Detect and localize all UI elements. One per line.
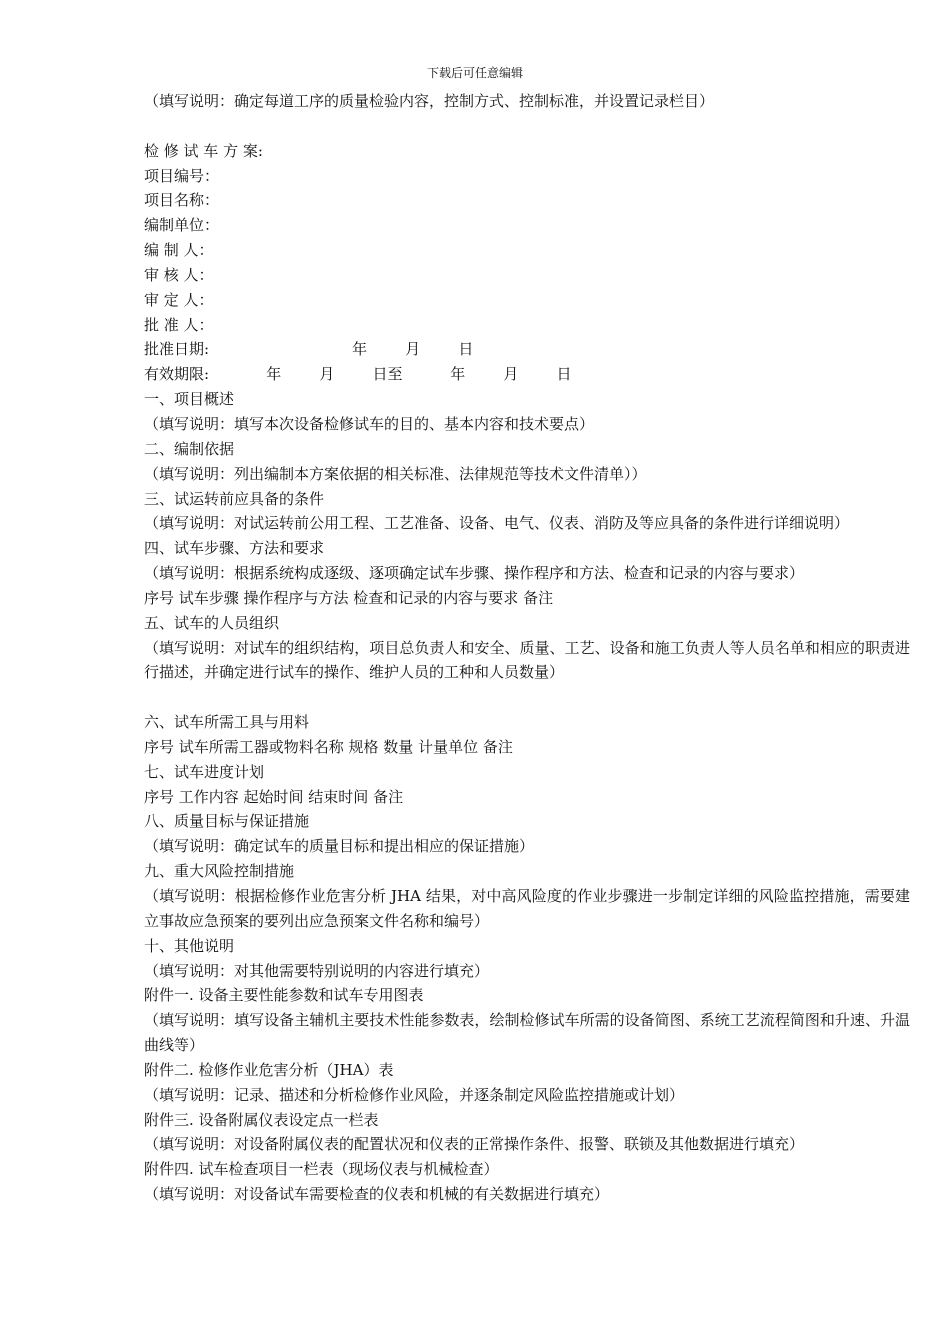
appendix-3-note: （填写说明：对设备附属仪表的配置状况和仪表的正常操作条件、报警、联锁及其他数据进行填充） <box>144 1135 805 1154</box>
field-reviewer: 审 核 人： <box>144 265 214 284</box>
field-approval-date: 批准日期: 年 月 日 <box>144 340 474 359</box>
appendix-2-note: （填写说明：记录、描述和分析检修作业风险，并逐条制定风险监控措施或计划） <box>144 1085 685 1104</box>
blank-line <box>144 685 910 710</box>
section-2-note: （填写说明：列出编制本方案依据的相关标准、法律规范等技术文件清单）） <box>144 464 647 483</box>
field-approver: 批 准 人： <box>144 315 214 334</box>
appendix-1-note: （填写说明：填写设备主辅机主要技术性能参数表，绘制检修试车所需的设备简图、系统工艺流程简图和升速、升温曲线等） <box>144 1011 910 1055</box>
appendix-2-heading: 附件二. 检修作业危害分析（JHA）表 <box>144 1060 394 1079</box>
appendix-1-heading: 附件一. 设备主要性能参数和试车专用图表 <box>144 986 424 1005</box>
section-3-note: （填写说明：对试运转前公用工程、工艺准备、设备、电气、仪表、消防及等应具备的条件进行详细说明） <box>144 514 850 533</box>
appendix-4-note: （填写说明：对设备试车需要检查的仪表和机械的有关数据进行填充） <box>144 1185 610 1204</box>
section-9-heading: 九、重大风险控制措施 <box>144 862 295 881</box>
section-2-heading: 二、编制依据 <box>144 439 235 458</box>
section-6-table-header: 序号 试车所需工器或物料名称 规格 数量 计量单位 备注 <box>144 737 513 756</box>
intro-note: （填写说明：确定每道工序的质量检验内容，控制方式、控制标准，并设置记录栏目） <box>144 92 715 110</box>
section-10-note: （填写说明：对其他需要特别说明的内容进行填充） <box>144 961 490 980</box>
appendix-3-heading: 附件三. 设备附属仪表设定点一栏表 <box>144 1110 379 1129</box>
section-4-note: （填写说明：根据系统构成逐级、逐项确定试车步骤、操作程序和方法、检查和记录的内容与要求） <box>144 564 805 583</box>
field-validity-period: 有效期限: 年 月 日至 年 月 日 <box>144 365 572 384</box>
section-7-heading: 七、试车进度计划 <box>144 762 265 781</box>
section-4-heading: 四、试车步骤、方法和要求 <box>144 539 325 558</box>
section-7-table-header: 序号 工作内容 起始时间 结束时间 备注 <box>144 787 404 806</box>
section-5-note: （填写说明：对试车的组织结构，项目总负责人和安全、质量、工艺、设备和施工负责人等人员名单和相应的职责进行描述，并确定进行试车的操作、维护人员的工种和人员数量） <box>144 638 910 682</box>
blank-line <box>144 114 910 139</box>
section-8-note: （填写说明：确定试车的质量目标和提出相应的保证措施） <box>144 837 535 856</box>
document-body <box>144 89 910 1207</box>
appendix-4-heading: 附件四. 试车检查项目一栏表（现场仪表与机械检查） <box>144 1160 499 1179</box>
section-1-heading: 一、项目概述 <box>144 390 235 409</box>
section-1-note: （填写说明：填写本次设备检修试车的目的、基本内容和技术要点） <box>144 414 595 433</box>
field-project-number: 项目编号： <box>144 166 220 185</box>
field-compiling-unit: 编制单位： <box>144 216 220 235</box>
page-header: 下载后可任意编辑 <box>426 66 523 80</box>
field-verifier: 审 定 人： <box>144 290 214 309</box>
section-10-heading: 十、其他说明 <box>144 936 235 955</box>
section-6-heading: 六、试车所需工具与用料 <box>144 713 310 732</box>
field-project-name: 项目名称： <box>144 191 220 210</box>
section-3-heading: 三、试运转前应具备的条件 <box>144 489 325 508</box>
section-5-heading: 五、试车的人员组织 <box>144 613 280 632</box>
field-compiler: 编 制 人： <box>144 241 214 260</box>
section-4-table-header: 序号 试车步骤 操作程序与方法 检查和记录的内容与要求 备注 <box>144 588 554 607</box>
plan-title: 检 修 试 车 方 案: <box>144 141 263 160</box>
section-9-note: （填写说明：根据检修作业危害分析 JHA 结果，对中高风险度的作业步骤进一步制定详细的风险监控措施，需要建立事故应急预案的要列出应急预案文件名称和编号） <box>144 887 910 930</box>
section-8-heading: 八、质量目标与保证措施 <box>144 812 310 831</box>
